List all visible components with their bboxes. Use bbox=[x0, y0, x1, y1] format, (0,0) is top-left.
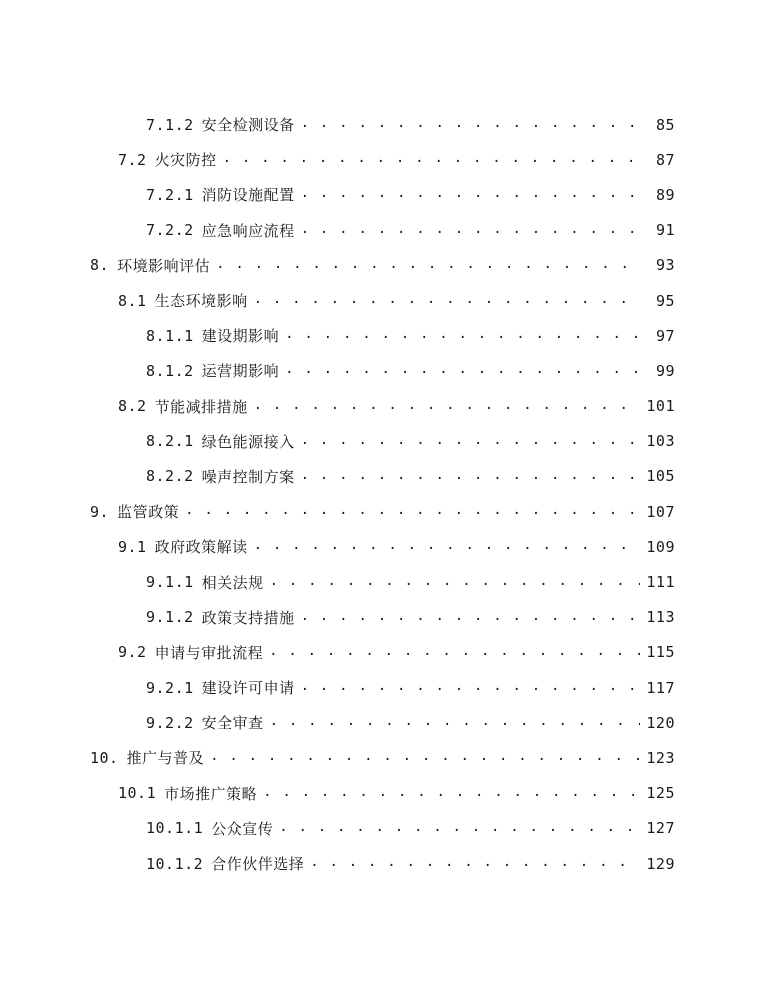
toc-entry-number: 8.2.2 bbox=[146, 467, 194, 486]
toc-entry-page-number: 111 bbox=[646, 573, 675, 592]
toc-entry-number: 8.1.1 bbox=[146, 326, 194, 345]
toc-entry-number: 9.2 bbox=[118, 643, 147, 662]
toc-entry-title: 环境影响评估 bbox=[117, 256, 211, 275]
toc-entry[interactable] bbox=[0, 107, 765, 142]
toc-entry-title: 节能减排措施 bbox=[154, 397, 248, 416]
toc-entry[interactable] bbox=[0, 213, 765, 248]
toc-entry-title: 运营期影响 bbox=[201, 362, 280, 381]
toc-entry[interactable] bbox=[0, 846, 765, 881]
toc-entry-title: 绿色能源接入 bbox=[201, 432, 295, 451]
toc-dot-leader bbox=[301, 187, 641, 202]
toc-entry-number: 7.2.1 bbox=[146, 185, 194, 204]
toc-entry[interactable] bbox=[0, 177, 765, 212]
toc-dot-leader bbox=[210, 750, 640, 765]
toc-entry-title: 安全审查 bbox=[201, 714, 264, 733]
toc-entry-number: 10.1.1 bbox=[146, 819, 204, 838]
toc-entry-page-number: 129 bbox=[646, 854, 675, 873]
toc-entry[interactable] bbox=[0, 564, 765, 599]
toc-entry-title: 推广与普及 bbox=[126, 749, 205, 768]
toc-entry-number: 10.1 bbox=[118, 784, 157, 803]
toc-entry-title: 市场推广策略 bbox=[164, 784, 258, 803]
toc-dot-leader bbox=[301, 434, 641, 449]
toc-dot-leader bbox=[270, 575, 641, 590]
toc-entry-page-number: 115 bbox=[646, 643, 675, 662]
toc-entry-title: 应急响应流程 bbox=[201, 221, 295, 240]
toc-entry-page-number: 101 bbox=[646, 397, 675, 416]
toc-entry-title: 申请与审批流程 bbox=[154, 643, 264, 662]
toc-entry-number: 9.1.1 bbox=[146, 573, 194, 592]
toc-dot-leader bbox=[254, 539, 641, 554]
toc-dot-leader bbox=[270, 715, 641, 730]
toc-entry-page-number: 117 bbox=[646, 678, 675, 697]
toc-entry[interactable] bbox=[0, 670, 765, 705]
toc-entry[interactable] bbox=[0, 600, 765, 635]
toc-entry-number: 8.1.2 bbox=[146, 361, 194, 380]
toc-entry-number: 7.2 bbox=[118, 150, 147, 169]
toc-entry-number: 8. bbox=[90, 256, 110, 275]
toc-entry[interactable] bbox=[0, 635, 765, 670]
toc-entry-title: 建设期影响 bbox=[201, 327, 280, 346]
toc-dot-leader bbox=[223, 152, 641, 167]
toc-dot-leader bbox=[254, 399, 641, 414]
toc-entry-title: 建设许可申请 bbox=[201, 679, 295, 698]
toc-entry-number: 8.2.1 bbox=[146, 432, 194, 451]
toc-entry-number: 9.1 bbox=[118, 537, 147, 556]
toc-entry-page-number: 103 bbox=[646, 432, 675, 451]
toc-entry-page-number: 127 bbox=[646, 819, 675, 838]
toc-entry-title: 相关法规 bbox=[201, 573, 264, 592]
toc-entry-page-number: 87 bbox=[655, 150, 675, 169]
toc-entry-page-number: 123 bbox=[646, 748, 675, 767]
toc-entry-page-number: 109 bbox=[646, 537, 675, 556]
toc-entry-number: 8.2 bbox=[118, 397, 147, 416]
toc-entry[interactable] bbox=[0, 424, 765, 459]
toc-entry[interactable] bbox=[0, 459, 765, 494]
toc-entry-title: 火灾防控 bbox=[154, 151, 217, 170]
toc-entry[interactable] bbox=[0, 142, 765, 177]
toc-dot-leader bbox=[263, 786, 640, 801]
toc-dot-leader bbox=[279, 821, 640, 836]
toc-dot-leader bbox=[269, 645, 640, 660]
toc-entry-number: 9. bbox=[90, 502, 110, 521]
toc-dot-leader bbox=[185, 504, 640, 519]
toc-entry-title: 监管政策 bbox=[117, 503, 180, 522]
toc-dot-leader bbox=[310, 856, 640, 871]
toc-entry-page-number: 120 bbox=[646, 713, 675, 732]
toc-entry-page-number: 97 bbox=[655, 326, 675, 345]
toc-entry-page-number: 125 bbox=[646, 784, 675, 803]
toc-entry[interactable] bbox=[0, 494, 765, 529]
toc-entry[interactable] bbox=[0, 353, 765, 388]
toc-dot-leader bbox=[301, 223, 641, 238]
toc-entry-title: 噪声控制方案 bbox=[201, 467, 295, 486]
toc-entry-number: 9.2.1 bbox=[146, 678, 194, 697]
toc-dot-leader bbox=[301, 469, 641, 484]
toc-entry-page-number: 85 bbox=[655, 115, 675, 134]
toc-entry-title: 消防设施配置 bbox=[201, 186, 295, 205]
table-of-contents bbox=[0, 107, 765, 881]
toc-entry-title: 公众宣传 bbox=[211, 819, 274, 838]
toc-entry-number: 8.1 bbox=[118, 291, 147, 310]
toc-entry-number: 9.2.2 bbox=[146, 713, 194, 732]
toc-entry-number: 9.1.2 bbox=[146, 608, 194, 627]
toc-dot-leader bbox=[301, 610, 641, 625]
toc-entry[interactable] bbox=[0, 389, 765, 424]
toc-entry[interactable] bbox=[0, 811, 765, 846]
toc-entry-number: 7.2.2 bbox=[146, 221, 194, 240]
toc-entry[interactable] bbox=[0, 318, 765, 353]
toc-entry-number: 10.1.2 bbox=[146, 854, 204, 873]
toc-entry-number: 10. bbox=[90, 748, 119, 767]
toc-dot-leader bbox=[285, 328, 641, 343]
toc-dot-leader bbox=[254, 293, 641, 308]
toc-entry-page-number: 95 bbox=[655, 291, 675, 310]
toc-dot-leader bbox=[285, 363, 641, 378]
toc-entry-page-number: 105 bbox=[646, 467, 675, 486]
toc-entry-page-number: 93 bbox=[655, 256, 675, 275]
toc-entry-page-number: 107 bbox=[646, 502, 675, 521]
toc-entry-title: 政府政策解读 bbox=[154, 538, 248, 557]
toc-dot-leader bbox=[216, 258, 641, 273]
toc-entry[interactable] bbox=[0, 776, 765, 811]
toc-entry[interactable] bbox=[0, 529, 765, 564]
toc-entry-number: 7.1.2 bbox=[146, 115, 194, 134]
toc-entry[interactable] bbox=[0, 740, 765, 775]
toc-entry-title: 生态环境影响 bbox=[154, 292, 248, 311]
toc-dot-leader bbox=[301, 117, 641, 132]
toc-entry-page-number: 89 bbox=[655, 185, 675, 204]
toc-entry[interactable] bbox=[0, 248, 765, 283]
toc-entry[interactable] bbox=[0, 705, 765, 740]
toc-entry-page-number: 113 bbox=[646, 608, 675, 627]
toc-entry-title: 合作伙伴选择 bbox=[211, 855, 305, 874]
toc-entry-title: 安全检测设备 bbox=[201, 116, 295, 135]
toc-dot-leader bbox=[301, 680, 641, 695]
toc-entry-page-number: 99 bbox=[655, 361, 675, 380]
toc-entry-page-number: 91 bbox=[655, 221, 675, 240]
toc-entry-title: 政策支持措施 bbox=[201, 608, 295, 627]
toc-entry[interactable] bbox=[0, 283, 765, 318]
